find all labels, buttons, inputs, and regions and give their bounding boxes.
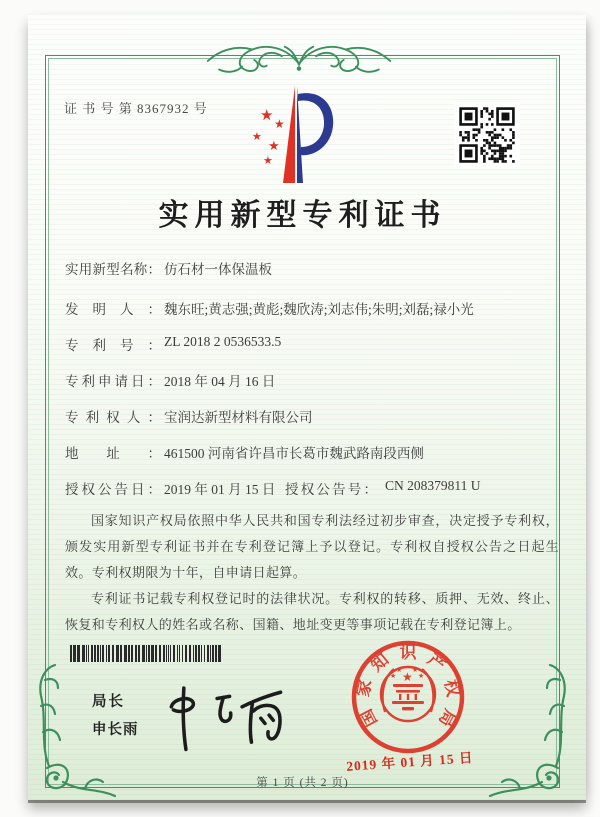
- svg-text:★: ★: [402, 670, 413, 684]
- field-label: 授权公告号：: [285, 482, 377, 497]
- svg-text:识: 识: [399, 642, 417, 662]
- field-value: 461500 河南省许昌市长葛市魏武路南段西侧: [164, 446, 424, 461]
- handwritten-signature-icon: [155, 660, 325, 764]
- field-row-address: [65, 442, 566, 463]
- field-value: 2018 年 04 月 16 日: [164, 374, 276, 389]
- svg-text:★: ★: [412, 666, 419, 674]
- svg-text:★: ★: [252, 130, 262, 143]
- legal-paragraph: 国家知识产权局依照中华人民共和国专利法经过初步审查，决定授予专利权，颁发实用新型专利证书并在专利登记簿上予以登记。专利权自授权公告之日起生效。专利权期限为十年，自申请日起算。: [65, 513, 559, 580]
- legal-text: [65, 508, 559, 638]
- field-label: 地址：: [65, 446, 161, 461]
- certificate-paper: [28, 14, 586, 800]
- seal-date: 2019 年 01 月 15 日: [345, 750, 474, 774]
- svg-text:★: ★: [396, 666, 403, 674]
- signer-title: 局长: [92, 694, 125, 710]
- legal-paragraph: 专利证书记载专利权登记时的法律状况。专利权的转移、质押、无效、终止、恢复和专利权人的姓名或名称、国籍、地址变更等事项记载在专利登记簿上。: [65, 591, 559, 632]
- field-value: 仿石材一体保温板: [164, 262, 272, 277]
- field-value: ZL 2018 2 0536533.5: [164, 334, 282, 349]
- field-label: 实用新型名称：: [65, 262, 161, 277]
- field-label: 授权公告日：: [65, 482, 161, 497]
- field-row-inventors: [65, 298, 566, 319]
- top-flourish-ornament-icon: [204, 34, 394, 86]
- svg-text:国: 国: [356, 705, 381, 730]
- field-value: 魏东旺;黄志强;黄彪;魏欣涛;刘志伟;朱明;刘磊;禄小光: [164, 302, 474, 317]
- svg-text:★: ★: [418, 672, 425, 680]
- qr-code: [454, 102, 520, 168]
- field-value: 2019 年 01 月 15 日: [164, 482, 276, 497]
- svg-text:家: 家: [353, 677, 376, 699]
- svg-text:★: ★: [274, 117, 285, 131]
- svg-text:知: 知: [367, 649, 393, 676]
- svg-text:★: ★: [263, 154, 273, 167]
- field-label: 专利号：: [65, 338, 161, 353]
- field-row-grant: [65, 478, 566, 499]
- signer-name: 申长雨: [92, 722, 139, 738]
- field-label: 专利权人：: [65, 410, 161, 425]
- cnipa-patent-logo-icon: [238, 84, 338, 189]
- svg-text:★: ★: [268, 139, 280, 154]
- field-row-name: [65, 258, 566, 279]
- field-row-patentee: [65, 406, 566, 427]
- certificate-number: 证 书 号 第 8367932 号: [64, 101, 208, 116]
- svg-text:★: ★: [260, 106, 274, 124]
- svg-text:权: 权: [440, 677, 463, 699]
- field-row-filing-date: [65, 370, 566, 391]
- field-list: [65, 258, 566, 514]
- svg-text:★: ★: [390, 672, 397, 680]
- svg-text:产: 产: [423, 649, 449, 676]
- field-label: 专利申请日：: [65, 374, 161, 389]
- field-row-patent-number: [65, 334, 566, 355]
- svg-text:局: 局: [435, 705, 460, 730]
- field-value: CN 208379811 U: [385, 478, 481, 493]
- field-value: 宝润达新型材料有限公司: [164, 410, 313, 425]
- page-number: 第 1 页 (共 2 页): [256, 777, 349, 789]
- field-label: 发明人：: [65, 302, 161, 317]
- certificate-title: 实用新型专利证书: [158, 199, 447, 232]
